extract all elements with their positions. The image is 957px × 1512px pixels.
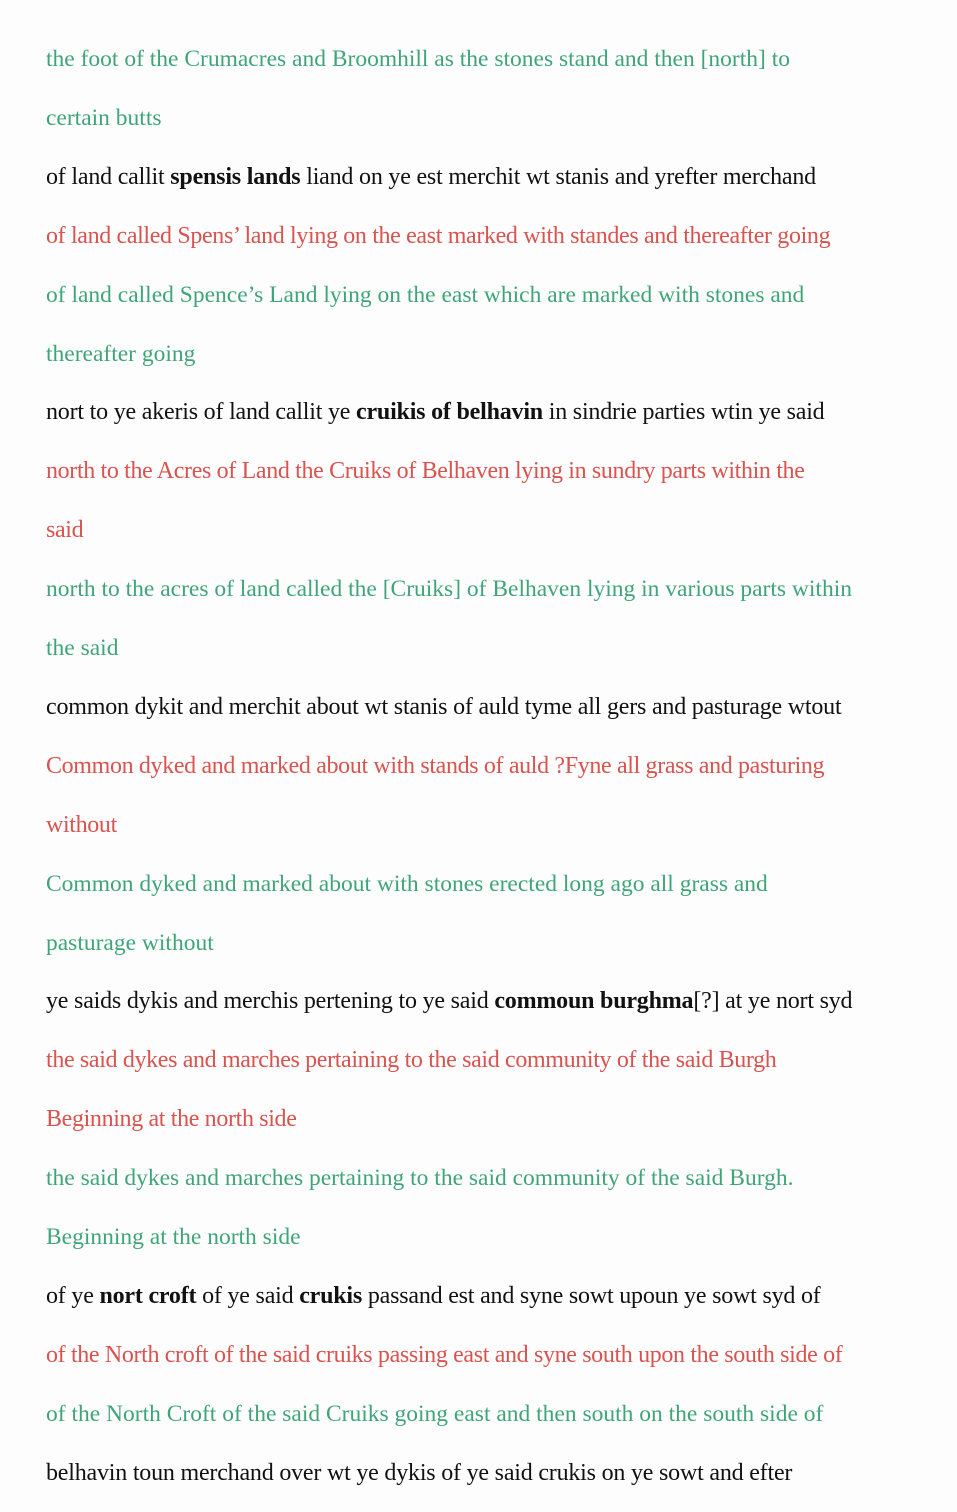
text-line-7 — [46, 397, 824, 427]
bold-term: spensis lands — [170, 164, 301, 190]
text-line-11 — [46, 633, 118, 663]
text-line-3 — [46, 162, 816, 192]
text-segment: Common dyked and marked about with stands of auld ?Fyne all grass and pasturing — [46, 753, 825, 779]
text-segment: liand on ye est merchit wt stanis and yrefter merchand — [300, 164, 816, 190]
text-line-1 — [46, 44, 790, 74]
bold-term: commoun burghma — [494, 988, 694, 1014]
text-line-15 — [46, 869, 768, 899]
text-segment: in sindrie parties wtin ye said — [542, 399, 825, 425]
text-segment: without — [46, 812, 117, 838]
text-segment: Beginning at the north side — [46, 1224, 301, 1250]
text-segment: passand est and syne sowt upoun ye sowt syd of — [362, 1283, 821, 1309]
text-segment: said — [46, 517, 84, 543]
text-segment: pasturage without — [46, 930, 214, 956]
text-segment: Common dyked and marked about with stones erected long ago all grass and — [46, 871, 768, 897]
text-segment: [?] at ye nort syd — [693, 988, 853, 1014]
text-line-25 — [46, 1458, 792, 1488]
text-segment: Beginning at the north side — [46, 1106, 297, 1132]
text-segment: the said dykes and marches pertaining to the said community of the said Burgh — [46, 1047, 777, 1073]
text-line-16 — [46, 928, 214, 958]
text-line-10 — [46, 574, 852, 604]
text-line-8 — [46, 456, 805, 486]
text-line-9 — [46, 515, 83, 545]
text-line-18 — [46, 1045, 776, 1075]
text-segment: the said dykes and marches pertaining to the said community of the said Burgh. — [46, 1165, 794, 1191]
text-segment: the said — [46, 635, 119, 661]
text-segment: thereafter going — [46, 341, 196, 367]
text-line-4 — [46, 221, 830, 251]
bold-term: cruikis of belhavin — [356, 399, 543, 425]
text-segment: belhavin toun merchand over wt ye dykis of ye said crukis on ye sowt and efter — [46, 1460, 793, 1486]
text-line-22 — [46, 1281, 821, 1311]
text-segment: ye saids dykis and merchis pertening to ye said — [46, 988, 495, 1014]
text-segment: of land called Spence’s Land lying on the east which are marked with stones and — [46, 282, 805, 308]
text-segment: of land called Spens’ land lying on the east marked with standes and thereafter going — [46, 223, 831, 249]
text-line-20 — [46, 1163, 794, 1193]
text-line-23 — [46, 1340, 842, 1370]
text-line-12 — [46, 692, 841, 722]
text-segment: nort to ye akeris of land callit ye — [46, 399, 357, 425]
text-line-6 — [46, 339, 195, 369]
text-segment: of land callit — [46, 164, 171, 190]
bold-term: crukis — [299, 1283, 363, 1309]
text-line-17 — [46, 986, 852, 1016]
text-segment: north to the Acres of Land the Cruiks of Belhaven lying in sundry parts within the — [46, 458, 805, 484]
text-line-5 — [46, 280, 804, 310]
text-line-21 — [46, 1222, 301, 1252]
text-segment: of ye said — [196, 1283, 300, 1309]
text-segment: the foot of the Crumacres and Broomhill as the stones stand and then [north] to — [46, 46, 791, 72]
text-line-24 — [46, 1399, 823, 1429]
text-segment: of ye — [46, 1283, 100, 1309]
text-segment: certain butts — [46, 105, 162, 131]
text-line-13 — [46, 751, 824, 781]
text-segment: of the North Croft of the said Cruiks going east and then south on the south side of — [46, 1401, 824, 1427]
text-line-2 — [46, 103, 162, 133]
text-line-14 — [46, 810, 117, 840]
bold-term: nort croft — [99, 1283, 197, 1309]
text-segment: common dykit and merchit about wt stanis of auld tyme all gers and pasturage wtout — [46, 694, 842, 720]
text-segment: north to the acres of land called the [Cruiks] of Belhaven lying in various parts within — [46, 576, 852, 602]
text-line-19 — [46, 1104, 297, 1134]
text-segment: of the North croft of the said cruiks passing east and syne south upon the south side of — [46, 1342, 843, 1368]
